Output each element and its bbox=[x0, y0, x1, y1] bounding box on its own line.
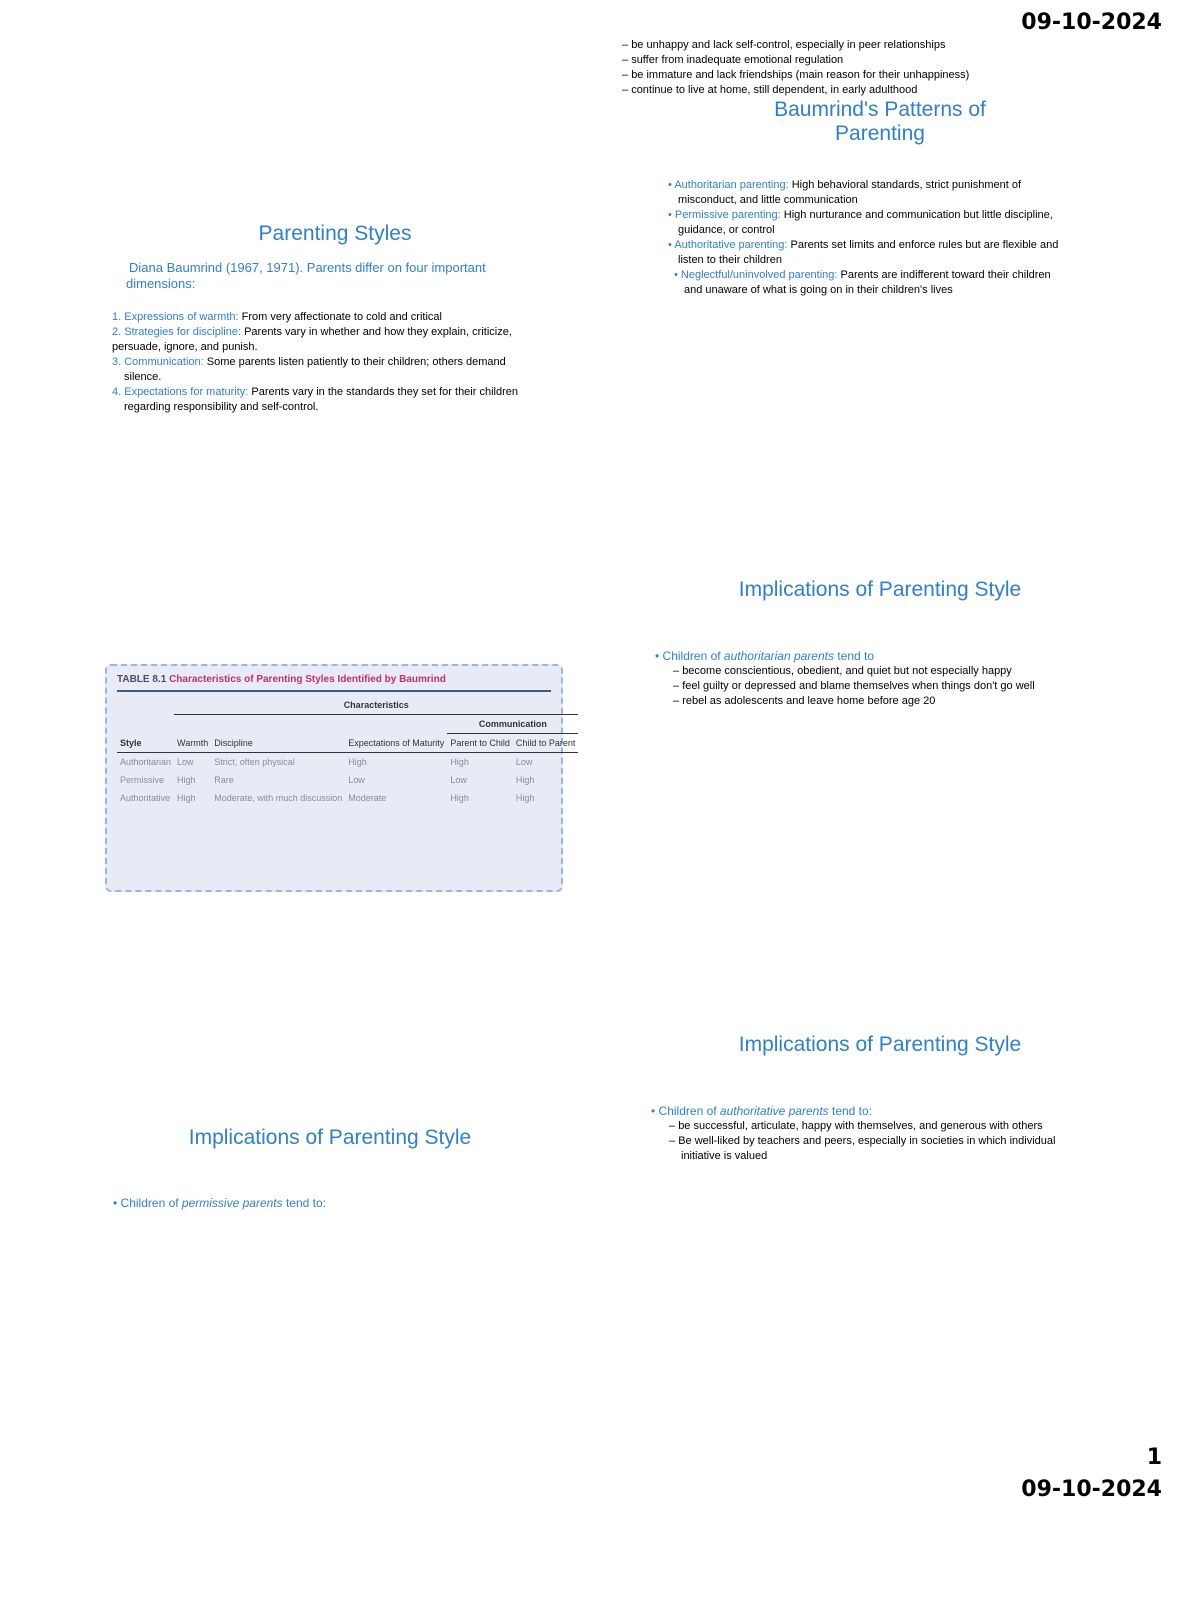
lead-line bbox=[113, 1196, 543, 1210]
lead-suffix: tend to: bbox=[282, 1196, 327, 1210]
table-header-cell: Style bbox=[117, 734, 174, 753]
dimension-term: 1. Expressions of warmth: bbox=[112, 311, 239, 323]
table-cell: Moderate, with much discussion bbox=[214, 793, 343, 803]
list-item bbox=[668, 238, 1070, 268]
slide-title-baumrind-patterns bbox=[680, 98, 1080, 146]
slide-title-implications-authoritarian: Implications of Parenting Style bbox=[738, 578, 1022, 601]
dimension-term: 4. Expectations for maturity: bbox=[112, 386, 249, 398]
table-cell: Strict, often physical bbox=[214, 757, 295, 767]
table-row bbox=[117, 789, 578, 807]
dimensions-list bbox=[112, 310, 542, 415]
table-cell: High bbox=[515, 775, 535, 785]
table-header-cell: Child to Parent bbox=[513, 734, 579, 753]
footer-date: 09-10-2024 bbox=[1021, 1477, 1162, 1502]
page-number: 1 bbox=[1146, 1445, 1162, 1470]
table-header-cell: Warmth bbox=[174, 734, 211, 753]
table-cell: Low bbox=[450, 775, 467, 785]
list-item bbox=[112, 385, 542, 415]
table-cell: High bbox=[348, 757, 367, 767]
list-item bbox=[112, 310, 542, 325]
parenting-styles-table-image bbox=[105, 664, 576, 892]
list-item bbox=[112, 325, 542, 355]
table-row bbox=[117, 771, 578, 789]
continued-list bbox=[622, 38, 1042, 98]
dimension-text: Parents vary in the standards they set for their children regarding responsibility and self-control. bbox=[124, 386, 518, 413]
dimension-text: Some parents listen patiently to their children; others demand silence. bbox=[124, 356, 506, 383]
title-line: Baumrind's Patterns of bbox=[774, 98, 986, 121]
pattern-term: Neglectful/uninvolved parenting: bbox=[680, 269, 838, 281]
table-header-cell: Expectations of Maturity bbox=[345, 734, 447, 753]
table-cell: High bbox=[450, 793, 469, 803]
table-header-cell: Discipline bbox=[211, 734, 345, 753]
header-date: 09-10-2024 bbox=[1021, 10, 1162, 35]
table-cell: Low bbox=[515, 757, 533, 767]
pattern-term: Permissive parenting: bbox=[674, 209, 781, 221]
slide-title-implications-permissive: Implications of Parenting Style bbox=[188, 1126, 472, 1149]
pattern-term: Authoritative parenting: bbox=[674, 239, 788, 251]
dimension-text: From very affectionate to cold and critical bbox=[241, 311, 442, 323]
characteristics-table bbox=[117, 696, 578, 807]
implications-permissive-body bbox=[113, 1196, 543, 1210]
table-group-header: Characteristics bbox=[174, 696, 578, 715]
table-cell: Authoritative bbox=[120, 793, 171, 803]
list-item: – be unhappy and lack self-control, especially in peer relationships bbox=[622, 38, 1042, 53]
lead-line bbox=[655, 648, 1095, 664]
table-header-cell: Parent to Child bbox=[447, 734, 513, 753]
parenting-styles-intro: Diana Baumrind (1967, 1971). Parents differ on four important dimensions: bbox=[126, 260, 486, 291]
lead-emphasis: authoritarian parents bbox=[723, 649, 834, 663]
table-subgroup-header: Communication bbox=[447, 715, 578, 734]
dimension-term: 3. Communication: bbox=[112, 356, 204, 368]
table-cell: High bbox=[177, 775, 196, 785]
list-item: – feel guilty or depressed and blame themselves when things don't go well bbox=[673, 679, 1095, 694]
table-cell: Rare bbox=[214, 775, 234, 785]
table-cell: Low bbox=[177, 757, 194, 767]
list-item: – rebel as adolescents and leave home before age 20 bbox=[673, 694, 1095, 709]
table-cell: High bbox=[450, 757, 469, 767]
lead-line bbox=[651, 1103, 1091, 1119]
list-item: – become conscientious, obedient, and quiet but not especially happy bbox=[673, 664, 1095, 679]
list-item bbox=[668, 178, 1070, 208]
pattern-text: Parents set limits and enforce rules but are flexible and listen to their children bbox=[678, 239, 1059, 266]
lead-prefix: Children of bbox=[658, 1104, 720, 1118]
list-item bbox=[112, 355, 542, 385]
list-item: – Be well-liked by teachers and peers, especially in societies in which individual initiative is valued bbox=[669, 1134, 1059, 1164]
list-item: – be successful, articulate, happy with themselves, and generous with others bbox=[669, 1119, 1059, 1134]
baumrind-patterns-list bbox=[668, 178, 1070, 298]
dimension-text: Parents vary in whether and how they explain, criticize, persuade, ignore, and punish. bbox=[112, 326, 512, 353]
table-cell: Low bbox=[348, 775, 365, 785]
table-caption-text: Characteristics of Parenting Styles Identified by Baumrind bbox=[169, 674, 446, 685]
lead-prefix: Children of bbox=[662, 649, 724, 663]
list-item: – continue to live at home, still dependent, in early adulthood bbox=[622, 83, 1042, 98]
table-cell: Permissive bbox=[120, 775, 165, 785]
table-row bbox=[117, 753, 578, 772]
table-caption-label: TABLE 8.1 bbox=[117, 674, 167, 685]
table-cell: High bbox=[515, 793, 535, 803]
table-cell: High bbox=[177, 793, 196, 803]
lead-emphasis: authoritative parents bbox=[719, 1104, 829, 1118]
pattern-text: High nurturance and communication but little discipline, guidance, or control bbox=[678, 209, 1053, 236]
dimension-term: 2. Strategies for discipline: bbox=[112, 326, 242, 338]
pattern-text: Parents are indifferent toward their children and unaware of what is going on in their children's lives bbox=[684, 269, 1051, 296]
lead-suffix: tend to: bbox=[828, 1104, 873, 1118]
table-caption bbox=[117, 674, 551, 692]
lead-prefix: Children of bbox=[120, 1196, 182, 1210]
slide-title-implications-authoritative: Implications of Parenting Style bbox=[738, 1033, 1022, 1056]
implications-authoritative-body bbox=[651, 1103, 1091, 1164]
title-line: Parenting bbox=[835, 122, 925, 145]
slide-title-parenting-styles: Parenting Styles bbox=[258, 222, 412, 245]
table-cell: Authoritarian bbox=[120, 757, 172, 767]
list-item bbox=[668, 208, 1070, 238]
list-item: – be immature and lack friendships (main reason for their unhappiness) bbox=[622, 68, 1042, 83]
lead-emphasis: permissive parents bbox=[181, 1196, 283, 1210]
lead-suffix: tend to bbox=[834, 649, 875, 663]
implications-authoritarian-body bbox=[655, 648, 1095, 709]
pattern-term: Authoritarian parenting: bbox=[674, 179, 789, 191]
list-item bbox=[668, 268, 1070, 298]
pattern-text: High behavioral standards, strict punishment of misconduct, and little communication bbox=[678, 179, 1022, 206]
table-cell: Moderate bbox=[348, 793, 387, 803]
list-item: – suffer from inadequate emotional regulation bbox=[622, 53, 1042, 68]
